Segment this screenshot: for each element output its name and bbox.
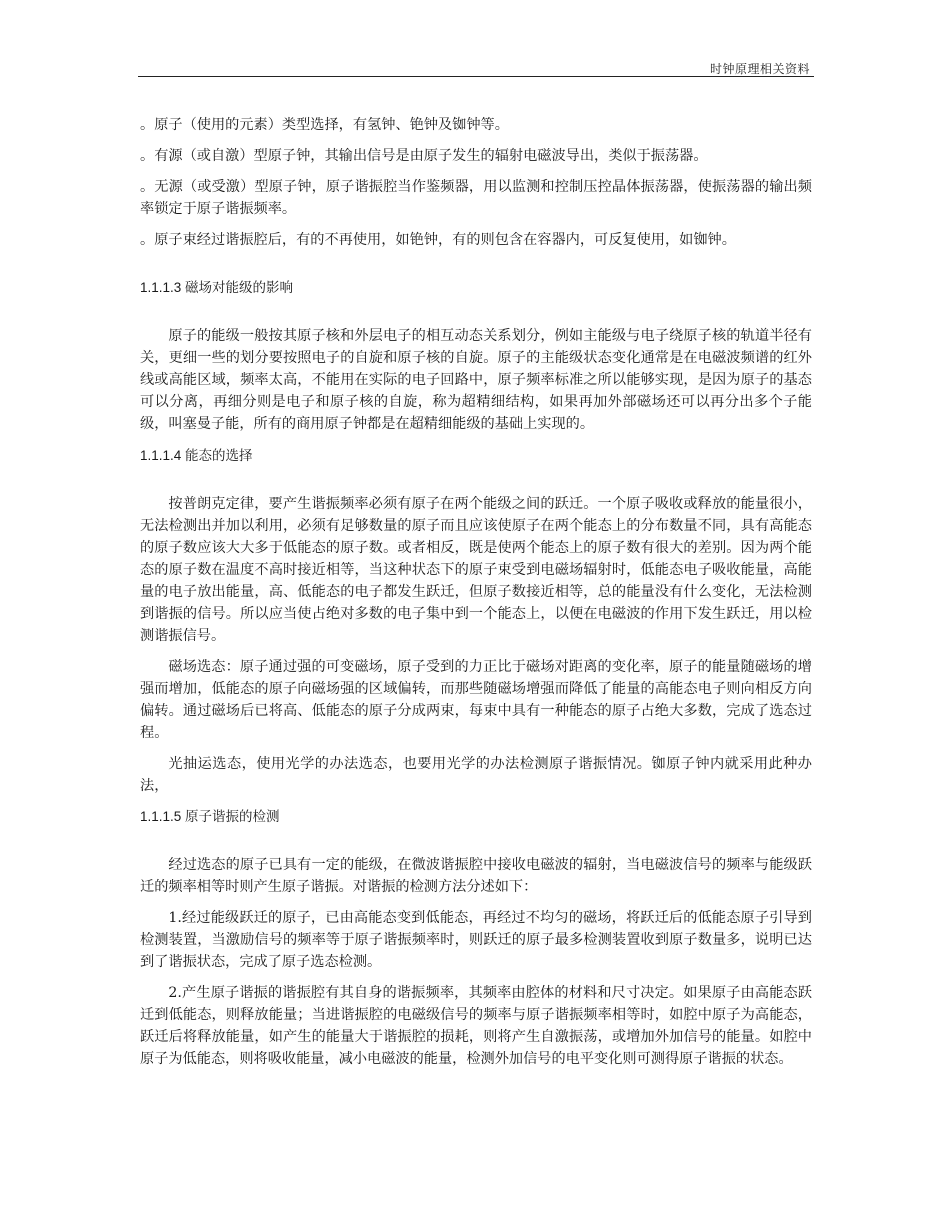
header-rule <box>138 76 814 77</box>
paragraph: 1.经过能级跃迁的原子，已由高能态变到低能态，再经过不均匀的磁场，将跃迁后的低能态原子引导到检测装置，当激励信号的频率等于原子谐振频率时，则跃迁的原子最多检测装置收到原子数量多，说明已达到了谐振状态，完成了原子选态检测。 <box>140 910 812 970</box>
section-heading: 1.1.1.5 原子谐振的检测 <box>140 809 280 824</box>
running-header: 时钟原理相关资料 <box>709 62 810 76</box>
paragraph: 经过选态的原子已具有一定的能级，在微波谐振腔中接收电磁波的辐射，当电磁波信号的频率与能级跃迁的频率相等时则产生原子谐振。对谐振的检测方法分述如下： <box>140 857 812 895</box>
document-body <box>140 114 812 1079</box>
bullet-item: 。原子束经过谐振腔后，有的不再使用，如铯钟，有的则包含在容器内，可反复使用，如铷钟。 <box>140 232 736 248</box>
section-heading: 1.1.1.3 磁场对能级的影响 <box>140 280 294 295</box>
section-heading: 1.1.1.4 能态的选择 <box>140 448 253 463</box>
bullet-item: 。无源（或受激）型原子钟，原子谐振腔当作鉴频器，用以监测和控制压控晶体振荡器，使振荡器的输出频率锁定于原子谐振频率。 <box>140 179 812 217</box>
bullet-item: 。有源（或自激）型原子钟，其输出信号是由原子发生的辐射电磁波导出，类似于振荡器。 <box>140 148 708 164</box>
paragraph: 光抽运选态，使用光学的办法选态，也要用光学的办法检测原子谐振情况。铷原子钟内就采用此种办法， <box>140 756 812 794</box>
paragraph: 原子的能级一般按其原子核和外层电子的相互动态关系划分，例如主能级与电子绕原子核的轨道半径有关，更细一些的划分要按照电子的自旋和原子核的自旋。原子的主能级状态变化通常是在电磁波频谱的红外线或高能区域，频率太高，不能用在实际的电子回路中，原子频率标准之所以能够实现，是因为原子的基态可以分离，再细分则是电子和原子核的自旋，称为超精细结构，如果再加外部磁场还可以再分出多个子能级，叫塞曼子能，所有的商用原子钟都是在超精细能级的基础上实现的。 <box>140 328 812 432</box>
paragraph: 磁场选态：原子通过强的可变磁场，原子受到的力正比于磁场对距离的变化率，原子的能量随磁场的增强而增加，低能态的原子向磁场强的区域偏转，而那些随磁场增强而降低了能量的高能态电子则向相反方向偏转。通过磁场后已将高、低能态的原子分成两束，每束中具有一种能态的原子占绝大多数，完成了选态过程。 <box>140 659 812 741</box>
bullet-item: 。原子（使用的元素）类型选择，有氢钟、铯钟及铷钟等。 <box>140 117 509 133</box>
paragraph: 2.产生原子谐振的谐振腔有其自身的谐振频率，其频率由腔体的材料和尺寸决定。如果原子由高能态跃迁到低能态，则释放能量；当进谐振腔的电磁级信号的频率与原子谐振频率相等时，如腔中原子为高能态，跃迁后将释放能量，如产生的能量大于谐振腔的损耗，则将产生自激振荡，或增加外加信号的能量。如腔中原子为低能态，则将吸收能量，减小电磁波的能量，检测外加信号的电平变化则可测得原子谐振的状态。 <box>140 985 812 1067</box>
paragraph: 按普朗克定律，要产生谐振频率必须有原子在两个能级之间的跃迁。一个原子吸收或释放的能量很小，无法检测出并加以利用，必须有足够数量的原子而且应该使原子在两个能态上的分布数量不同，具有高能态的原子数应该大大多于低能态的原子数。或者相反，既是使两个能态上的原子数有很大的差别。因为两个能态的原子数在温度不高时接近相等，当这种状态下的原子束受到电磁场辐射时，低能态电子吸收能量，高能量的电子放出能量，高、低能态的电子都发生跃迁，但原子数接近相等，总的能量没有什么变化，无法检测到谐振的信号。所以应当使占绝对多数的电子集中到一个能态上，以便在电磁波的作用下发生跃迁，用以检测谐振信号。 <box>140 496 812 644</box>
